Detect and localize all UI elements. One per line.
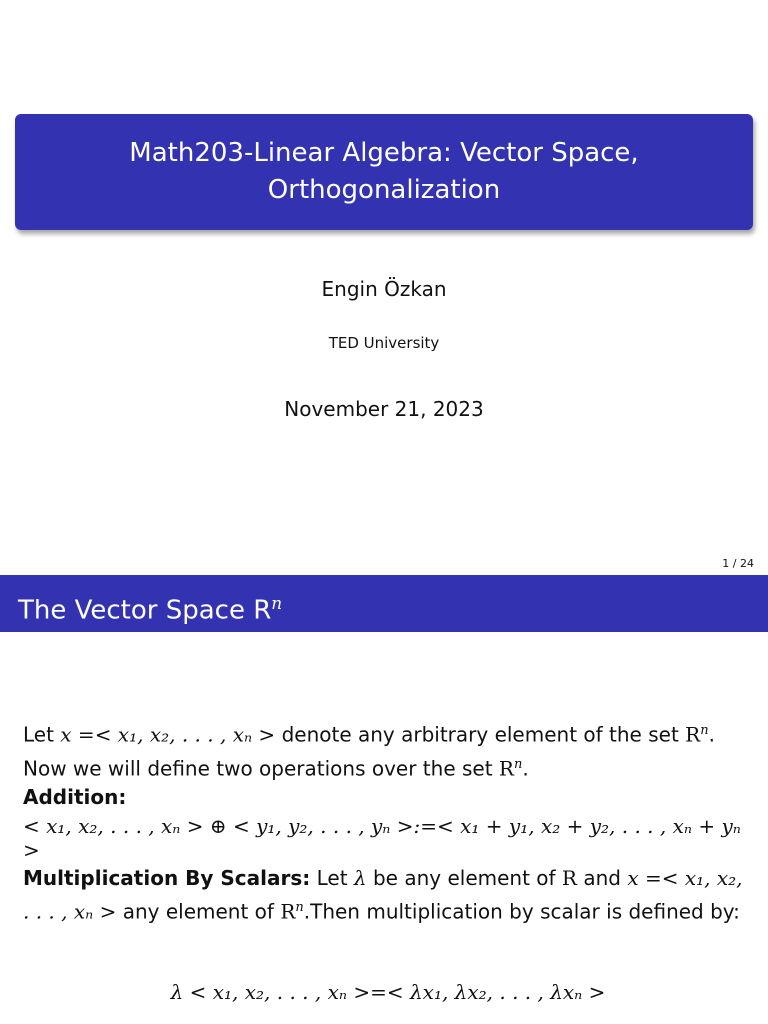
lambda-symbol: λ [353,866,367,890]
intro-rest-1: denote any arbitrary element of the set [281,722,679,747]
set-r-sup-1: n [700,723,709,738]
mult-x-definition: x =< x₁, x₂, . . . , xₙ > [23,866,743,924]
multiplication-equation: λ < x₁, x₂, . . . , xₙ >=< λx₁, λx₂, . . . , λxₙ > [170,980,606,1004]
slide-title-line2: Orthogonalization [267,175,501,205]
intro-x-definition: x =< x₁, x₂, . . . , xₙ > [60,722,276,747]
frame-title-text: The Vector Space R [18,595,272,626]
set-r-3: R [561,866,577,890]
mult-text-4: any element of [122,899,274,924]
set-r-1: R [685,722,701,747]
author-name: Engin Özkan [321,277,447,301]
frame-title-superscript: n [271,593,283,613]
presentation-date: November 21, 2023 [284,397,484,421]
set-r-sup-2: n [513,756,523,772]
set-r-2: R [498,756,514,781]
intro-let: Let [23,722,54,747]
vector-space-slide [0,575,768,1024]
intro-end: . [522,756,529,781]
intro-paragraph [23,716,753,812]
multiplication-paragraph [23,864,753,927]
set-r-4: R [280,899,296,924]
addition-equation: < x₁, x₂, . . . , xₙ > ⊕ < y₁, y₂, . . . , yₙ >:=< x₁ + y₁, x₂ + y₂, . . . , xₙ + yₙ > [23,814,741,862]
institution: TED University [328,334,440,352]
set-r-sup-4: n [295,900,304,915]
addition-heading: Addition: [23,785,127,810]
mult-text-2: be any element of [372,866,556,890]
multiplication-heading: Multiplication By Scalars: [23,866,311,890]
title-banner [15,114,753,230]
frame-title [0,575,768,632]
slide-title-line1: Math203-Linear Algebra: Vector Space, [129,138,639,168]
mult-text-5: .Then multiplication by scalar is defined by: [303,899,740,924]
page-number: 1 / 24 [722,557,754,570]
mult-text-3: and [583,866,621,890]
intro-rest-2: . Now we will define two operations over the set [23,722,715,781]
mult-text-1: Let [316,866,348,890]
